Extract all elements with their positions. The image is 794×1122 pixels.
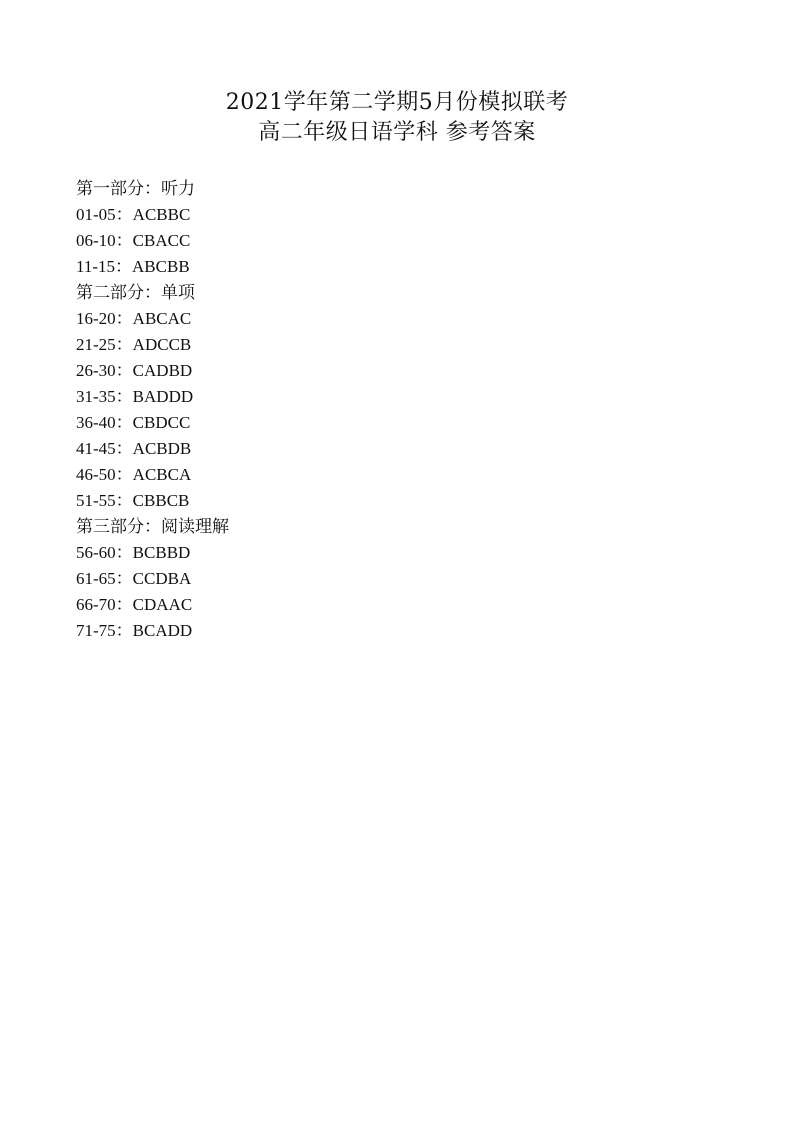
answer-range: 41-45： xyxy=(76,439,133,458)
answer-range: 51-55： xyxy=(76,491,133,510)
document-title xyxy=(0,88,794,148)
section-heading-reading: 第三部分：阅读理解 xyxy=(76,517,229,537)
answer-range: 61-65： xyxy=(76,569,133,588)
answer-row xyxy=(76,618,716,644)
answer-letters: CCDBA xyxy=(132,569,192,588)
answer-range: 56-60： xyxy=(76,543,133,562)
answer-range: 66-70： xyxy=(76,595,133,614)
answer-range: 36-40： xyxy=(76,413,133,432)
answer-row xyxy=(76,384,716,410)
answer-range: 11-15： xyxy=(76,257,133,276)
answer-row xyxy=(76,436,716,462)
answer-letters: ADCCB xyxy=(132,335,192,354)
answer-range: 26-30： xyxy=(76,361,133,380)
answer-row xyxy=(76,540,716,566)
answer-row xyxy=(76,306,716,332)
answer-row xyxy=(76,462,716,488)
answer-row xyxy=(76,228,716,254)
answer-letters: BCADD xyxy=(132,621,193,640)
answer-row xyxy=(76,358,716,384)
answer-letters: CBBCB xyxy=(132,491,190,510)
title-line-exam: 2021学年第二学期5月份模拟联考 xyxy=(225,90,569,115)
answer-letters: BCBBD xyxy=(132,543,191,562)
answer-row xyxy=(76,566,716,592)
answer-letters: CDAAC xyxy=(132,595,193,614)
answer-row xyxy=(76,410,716,436)
answer-row xyxy=(76,254,716,280)
section-heading-single-choice: 第二部分：单项 xyxy=(76,283,195,303)
answer-row xyxy=(76,332,716,358)
answer-letters: BADDD xyxy=(132,387,194,406)
answer-range: 01-05： xyxy=(76,205,133,224)
answer-range: 31-35： xyxy=(76,387,133,406)
answer-range: 46-50： xyxy=(76,465,133,484)
answer-key xyxy=(76,176,716,644)
answer-row xyxy=(76,202,716,228)
answer-letters: CBACC xyxy=(132,231,191,250)
section-heading-listening: 第一部分：听力 xyxy=(76,179,195,199)
answer-letters: ACBBC xyxy=(132,205,191,224)
answer-range: 21-25： xyxy=(76,335,133,354)
answer-row xyxy=(76,488,716,514)
answer-range: 71-75： xyxy=(76,621,133,640)
answer-letters: ACBDB xyxy=(132,439,192,458)
answer-letters: ABCBB xyxy=(132,257,190,276)
answer-range: 06-10： xyxy=(76,231,133,250)
answer-letters: ACBCA xyxy=(132,465,192,484)
answer-letters: ABCAC xyxy=(132,309,192,328)
title-line-subject: 高二年级日语学科 参考答案 xyxy=(258,120,536,145)
answer-letters: CADBD xyxy=(132,361,193,380)
answer-letters: CBDCC xyxy=(132,413,191,432)
answer-row xyxy=(76,592,716,618)
answer-range: 16-20： xyxy=(76,309,133,328)
